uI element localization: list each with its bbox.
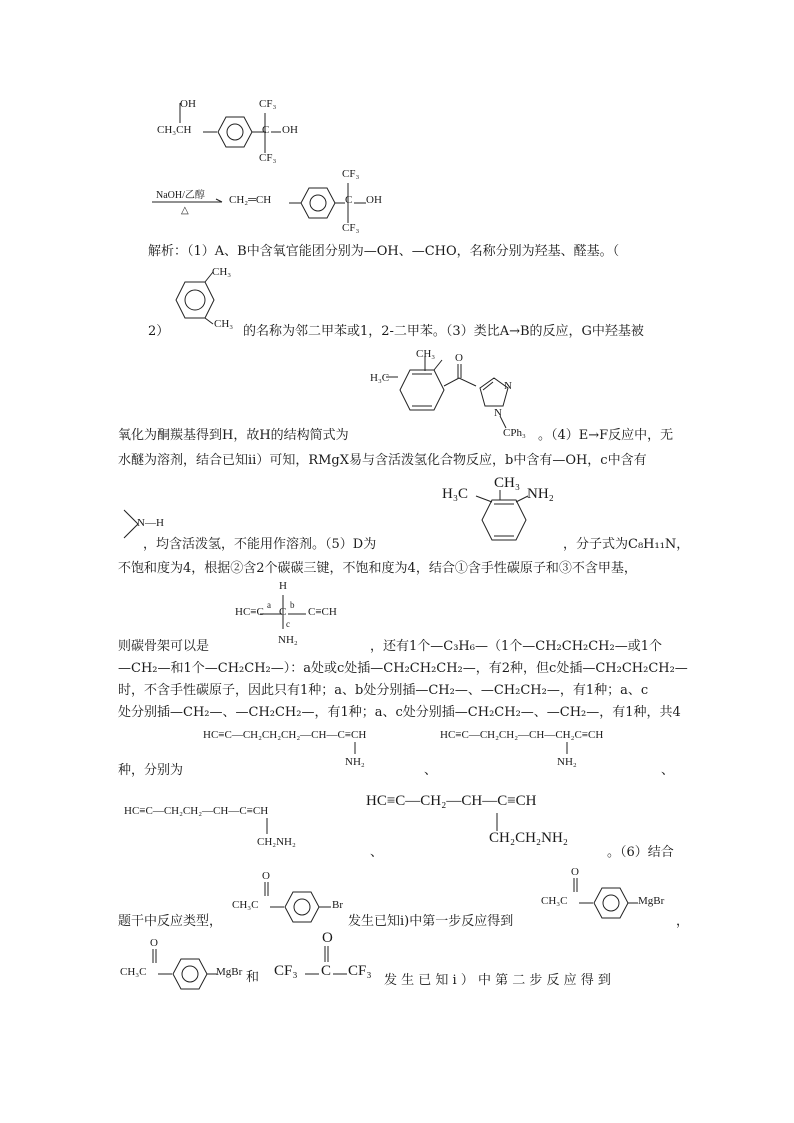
paragraph-line: 。（4）E→F反应中，无 bbox=[538, 428, 674, 443]
benzene-ring-icon bbox=[593, 887, 629, 919]
paragraph-line: ， bbox=[676, 914, 690, 929]
c-label: C bbox=[321, 963, 332, 979]
c-label: C bbox=[279, 606, 287, 618]
cf3-label: CF₃ bbox=[259, 152, 277, 164]
br-label: Br bbox=[332, 899, 343, 911]
isomer-sub: NH₂ bbox=[345, 756, 365, 768]
cf3-label: CF₃ bbox=[348, 963, 372, 979]
paragraph-line: 处分别插—CH₂—、—CH₂CH₂—，有1种；a、c处分别插—CH₂CH₂—、—CH₂—，有1种，共4 bbox=[118, 705, 681, 720]
isomer-sub: NH₂ bbox=[557, 756, 577, 768]
bond bbox=[151, 949, 159, 965]
c-label: C bbox=[262, 124, 270, 136]
benzene-ring-icon bbox=[217, 116, 253, 148]
h-label: H bbox=[279, 580, 287, 592]
mgbr-label: MgBr bbox=[638, 895, 665, 907]
o-label: O bbox=[150, 937, 158, 949]
bond bbox=[266, 818, 270, 836]
n-label: N bbox=[494, 407, 502, 419]
paragraph-line: 解析：（1）A、B中含氧官能团分别为—OH、—CHO，名称分别为羟基、醛基。（ bbox=[148, 244, 620, 259]
bond bbox=[386, 376, 398, 380]
bond bbox=[354, 202, 366, 206]
bond bbox=[263, 882, 271, 898]
bond bbox=[158, 973, 172, 977]
isomer-sub: CH₂CH₂NH₂ bbox=[489, 830, 569, 846]
bond bbox=[333, 973, 347, 977]
isomer-sub: CH₂NH₂ bbox=[257, 836, 296, 848]
o-label: O bbox=[455, 352, 463, 364]
paragraph-line: ，均含活泼氢，不能用作溶剂。（5）D为 bbox=[143, 537, 377, 552]
nh2-label: NH₂ bbox=[527, 486, 554, 502]
benzene-ring-icon bbox=[480, 498, 530, 548]
benzene-ring-icon bbox=[172, 958, 208, 990]
paragraph-line: —CH₂—和1个—CH₂CH₂—）：a处或c处插—CH₂CH₂CH₂—，有2种，但c处插—CH₂CH₂CH₂— bbox=[118, 661, 688, 676]
bond bbox=[305, 973, 319, 977]
o-label: O bbox=[262, 870, 270, 882]
c-position-label: c bbox=[286, 619, 290, 629]
cf3-label: CF₃ bbox=[342, 222, 360, 234]
a-label: a bbox=[267, 600, 271, 610]
ch3-label: CH₃ bbox=[214, 318, 234, 330]
oh-bond bbox=[176, 103, 186, 123]
c-label: C bbox=[345, 194, 353, 206]
ch3c-label: CH₃C bbox=[120, 966, 147, 978]
o-label: O bbox=[571, 866, 579, 878]
paragraph-line: 2） bbox=[148, 324, 170, 339]
n-label: N bbox=[504, 380, 512, 392]
bond bbox=[271, 131, 281, 135]
benzene-ring-icon bbox=[284, 891, 320, 923]
bond bbox=[335, 202, 345, 206]
cf3-label: CF₃ bbox=[342, 168, 360, 180]
isomer-main: HC≡C—CH₂CH₂—CH—C≡CH bbox=[124, 805, 269, 817]
bond bbox=[566, 742, 570, 756]
bond bbox=[579, 902, 593, 906]
oh-label: OH bbox=[282, 124, 298, 136]
paragraph-line: 。（6）结合 bbox=[607, 845, 674, 860]
cf3-label: CF₃ bbox=[259, 98, 277, 110]
isomer-main: HC≡C—CH₂CH₂—CH—CH₂C≡CH bbox=[440, 729, 604, 741]
paragraph-line: 题干中反应类型， bbox=[118, 914, 223, 929]
paragraph-line: 种，分别为 bbox=[118, 763, 184, 778]
paragraph-line: 时，不含手性碳原子，因此只有1种；a、b处分别插—CH₂—、—CH₂CH₂—，有1种；a、c bbox=[118, 683, 649, 698]
paragraph-line: ，分子式为C₈H₁₁N， bbox=[563, 537, 690, 552]
cf3-label: CF₃ bbox=[274, 963, 298, 979]
nh2-label: NH₂ bbox=[278, 634, 298, 646]
isomer-main: HC≡C—CH₂CH₂CH₂—CH—C≡CH bbox=[203, 729, 367, 741]
paragraph-line: 的名称为邻二甲苯或1，2-二甲苯。（3）类比A→B的反应，G中羟基被 bbox=[243, 324, 644, 339]
mgbr-label: MgBr bbox=[216, 966, 243, 978]
oh-label: OH bbox=[366, 194, 382, 206]
o-label: O bbox=[322, 930, 333, 946]
bond bbox=[476, 490, 536, 504]
benzene-ring-icon bbox=[175, 280, 215, 324]
bond bbox=[421, 357, 433, 377]
ch3-label: CH₃ bbox=[416, 348, 436, 360]
paragraph-line: 水醚为溶剂，结合已知ii）可知，RMgX易与含活泼氢化合物反应，b中含有—OH，c中含有 bbox=[118, 453, 647, 468]
oh-label: OH bbox=[180, 98, 196, 110]
separator: 、 bbox=[370, 845, 384, 860]
bond bbox=[628, 902, 638, 906]
paragraph-line: 和 bbox=[246, 970, 260, 985]
h3c-label: H₃C bbox=[442, 486, 469, 502]
ch3ch-label: CH₃CH bbox=[157, 124, 192, 136]
b-label: b bbox=[290, 600, 295, 610]
bond bbox=[572, 878, 580, 894]
reagent-label: NaOH/乙醇 bbox=[156, 190, 205, 201]
isomer-main: HC≡C—CH₂—CH—C≡CH bbox=[366, 793, 537, 809]
hcc-label: HC≡C bbox=[235, 606, 264, 618]
paragraph-line: ，还有1个—C₃H₆—（1个—CH₂CH₂CH₂—或1个 bbox=[370, 639, 663, 654]
heat-label: △ bbox=[181, 205, 189, 216]
ch3-label: CH₃ bbox=[494, 475, 521, 491]
bond bbox=[319, 906, 331, 910]
ch3c-label: CH₃C bbox=[232, 899, 259, 911]
paragraph-line: 发 生 已 知 i ） 中 第 二 步 反 应 得 到 bbox=[384, 973, 611, 988]
bond bbox=[203, 131, 217, 135]
paragraph-line: 发生已知i)中第一步反应得到 bbox=[348, 914, 514, 929]
nh-label: N—H bbox=[137, 517, 164, 529]
ch3-label: CH₃ bbox=[212, 266, 232, 278]
bond bbox=[323, 946, 331, 964]
cch-label: C≡CH bbox=[308, 606, 337, 618]
h3c-label: H₃C bbox=[370, 372, 390, 384]
separator: 、 bbox=[424, 763, 438, 778]
cph3-label: CPh₃ bbox=[503, 427, 526, 439]
bond bbox=[354, 742, 358, 756]
paragraph-line: 氧化为酮羰基得到H，故H的结构简式为 bbox=[118, 428, 349, 443]
paragraph-line: 不饱和度为4，根据②含2个碳碳三键，不饱和度为4，结合①含手性碳原子和③不含甲基， bbox=[118, 561, 637, 576]
benzene-ring-icon bbox=[300, 187, 336, 219]
separator: 、 bbox=[661, 763, 675, 778]
ch3c-label: CH₃C bbox=[541, 895, 568, 907]
bond bbox=[288, 613, 308, 617]
vinyl-label: CH₂═CH bbox=[229, 194, 272, 206]
bond bbox=[270, 906, 284, 910]
paragraph-line: 则碳骨架可以是 bbox=[118, 639, 210, 654]
